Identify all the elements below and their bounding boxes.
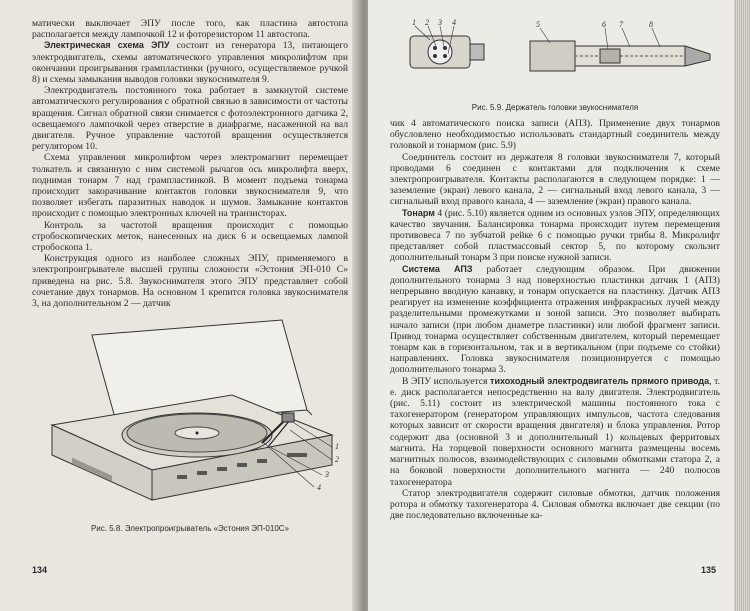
right-page bbox=[368, 0, 734, 611]
figure-label: 2 bbox=[425, 18, 429, 27]
figure-caption: Рис. 5.9. Держатель головки звукоснимателя bbox=[471, 103, 639, 112]
figure-label: 5 bbox=[536, 20, 540, 29]
page-number: 135 bbox=[700, 565, 716, 575]
paragraph-text: , т. е. диск располагается непосредственно на валу двигателя. Электродвигатель (рис. 5.11) состоит из электрической машины постоянного тока с тахогенератором (генератором управляющих импульсов, частота следования которых зависит от скорости вращения двигателя) и блока управления. Ротор содержит два (основной 3 и дополнительный 1) кольцевых ферритовых магнита. На торцевой поверхности основного магнита размещены восемь магнитных полюсов, взаимодействующих с силовыми обмотками статора 2, а на боковой поверхности дополнительного магнита — 240 полюсов тахогенератора bbox=[390, 375, 720, 488]
turntable-illustration bbox=[32, 315, 348, 515]
section-heading: тихоходный электродвигатель прямого привода bbox=[490, 375, 710, 386]
paragraph: Схема управления микролифтом через электромагнит перемещает толкатель и связанную с ним системой рычагов ось микролифта вверх, поднимая тонарм 7 над грампластинкой. В момент подъема тонарма происходит закорачивание контактов головки звукоснимателя 9, что позволяет избегать паразитных наводок и шумов. Замыкание контактов происходит с помощью электронных ключей на транзисторах. bbox=[32, 152, 348, 220]
page-edges bbox=[734, 0, 750, 611]
paragraph-text: состоит из генератора 13, питающего электродвигатель, схемы автоматического управления микролифтом при окончании проигрывания грампластинки (ручного, осуществляемое ручкой 8) и схемы замыкания выводов головки звукоснимателя 9. bbox=[32, 40, 348, 86]
figure-label: 7 bbox=[619, 20, 623, 29]
paragraph bbox=[390, 264, 720, 376]
cartridge-holder-illustration bbox=[390, 16, 720, 94]
figure-label: 1 bbox=[335, 442, 339, 452]
figure-label: 4 bbox=[317, 483, 321, 493]
paragraph: Конструкция одного из наиболее сложных ЭПУ, применяемого в электропроигрывателе высшей группы сложности «Эстония ЭП-010 С» приведена на рис. 5.8. Звукоснимателя этого ЭПУ представляет собой сочетание двух тонармов. На основном 1 крепится головка звукоснимателя 3, на дополнительном 2 — датчик bbox=[32, 253, 348, 310]
page-number: 134 bbox=[32, 565, 48, 575]
section-heading: Тонарм bbox=[402, 207, 435, 218]
paragraph: Соединитель состоит из держателя 8 головки звукоснимателя 7, который проводами 6 соединен с контактами для подключения к схеме электропроигрывателя. Контакты располагаются в следующем порядке: 1 — заземление (экран) левого канала, 2 — сигнальный вход левого канала, 3 — сигнальный вход правого канала, 4 — заземление (экран) правого канала. bbox=[390, 151, 720, 208]
paragraph: Электродвигатель постоянного тока работает в замкнутой системе автоматического регулирования с обратной связью в зависимости от частоты вращения. Сигнал обратной связи снимается с фотоэлектронного датчика 2, освещаемого лампочкой через отверстие в диафрагме, насаженной на вал двигателя. Ручное управление частотой вращения осуществляется регулятором 10. bbox=[32, 85, 348, 153]
figure-label: 6 bbox=[602, 20, 606, 29]
figure-caption: Рис. 5.8. Электропроигрыватель «Эстония ЭП-010С» bbox=[90, 524, 290, 534]
paragraph: чик 4 автоматического поиска записи (АПЗ). Применение двух тонармов обусловлено необходимостью использовать стандартный соединитель между головкой и тонармом (рис. 5.9) bbox=[390, 118, 720, 152]
figure-label: 1 bbox=[412, 18, 416, 27]
paragraph bbox=[390, 208, 720, 264]
section-heading: Электрическая схема ЭПУ bbox=[44, 40, 170, 51]
section-heading: Система АПЗ bbox=[402, 263, 473, 274]
paragraph-text: работает следующим образом. При движении дополнительного тонарма 3 над поверхностью пластинки датчик 1 (АПЗ) непрерывно вводную канавку, и тонарм опускается на пластинку. Датчик АПЗ реагирует на изменение коэффициента отражения инфракрасных лучей между разделительными промежутками и зоной записи. Это позволяет выбирать начало записи (при любом диаметре пластинки) или любой фрагмент записи. Привод тонарма осуществляет собственным двигателем, который перемещает тонарм как в горизонтальном, так и в вертикальном (при подъеме со стойки) направлениях. Головка звукоснимателя позиционируется с помощью дополнительного тонарма 3. bbox=[390, 263, 720, 376]
paragraph bbox=[390, 376, 720, 488]
paragraph-text: В ЭПУ используется bbox=[402, 375, 491, 387]
paragraph: Контроль за частотой вращения происходит с помощью стробоскопических меток, нанесенных на диск 6 и освещаемых лампой стробоскопа 1. bbox=[32, 219, 348, 254]
figure-label: 8 bbox=[649, 20, 653, 29]
paragraph bbox=[32, 40, 348, 85]
paragraph-text: 4 (рис. 5.10) является одним из основных узлов ЭПУ, определяющих качество звучания. Балансировка тонарма происходит путем перемещения противовеса 7 по зубчатой рейке 6 с помощью ручки трибы 8. Микролифт представляет собой пластмассовый сектор 5, по которому скользит дополнительный тонарм 3 при поиске нужной записи. bbox=[390, 207, 720, 264]
figure-label: 3 bbox=[438, 18, 442, 27]
figure-label: 4 bbox=[452, 18, 456, 27]
figure-label: 3 bbox=[325, 470, 329, 480]
figure-label: 2 bbox=[335, 455, 339, 465]
paragraph: матически выключает ЭПУ после того, как пластина автостопа располагается между лампочкой 12 и фоторезистором 11 автостопа. bbox=[32, 18, 348, 41]
paragraph: Статор электродвигателя содержит силовые обмотки, датчик положения ротора и обмотку тахогенератора 4. Силовая обмотка включает две секции (по две последовательно включенные ка- bbox=[390, 487, 720, 522]
figure-5-8 bbox=[32, 315, 348, 533]
figure-5-9 bbox=[390, 16, 720, 112]
left-page bbox=[0, 0, 362, 611]
